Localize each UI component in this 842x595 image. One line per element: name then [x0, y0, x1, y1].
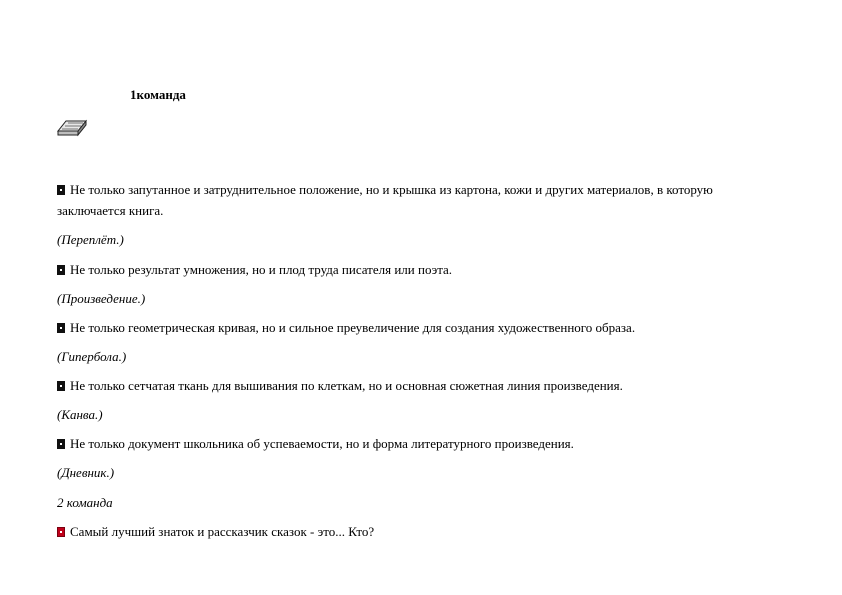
answer-text: (Гипербола.) — [57, 349, 127, 364]
team1-title: 1команда — [130, 87, 186, 102]
question-text: Не только документ школьника об успеваемости, но и форма литературного произведения. — [70, 436, 574, 451]
question-line — [57, 262, 452, 278]
bullet-icon — [57, 439, 65, 449]
question-text: Самый лучший знаток и рассказчик сказок - это... Кто? — [70, 524, 375, 539]
answer-text: (Дневник.) — [57, 465, 115, 480]
question-text: заключается книга. — [57, 203, 164, 218]
bullet-icon — [57, 323, 65, 333]
bullet-icon — [57, 185, 65, 195]
question-text: Не только результат умножения, но и плод труда писателя или поэта. — [70, 262, 453, 277]
answer-text: (Переплёт.) — [57, 232, 124, 247]
bullet-icon — [57, 381, 65, 391]
bullet-icon — [57, 527, 65, 537]
book-icon — [56, 119, 88, 137]
question-line — [57, 182, 713, 198]
question-text: Не только сетчатая ткань для вышивания по клеткам, но и основная сюжетная линия произведения. — [70, 378, 623, 393]
question-line — [57, 436, 574, 452]
question-line — [57, 378, 623, 394]
bullet-icon — [57, 265, 65, 275]
question-line-continued — [57, 203, 163, 219]
question-line — [57, 524, 374, 540]
answer-text: (Произведение.) — [57, 291, 146, 306]
answer-text: (Канва.) — [57, 407, 103, 422]
question-text: Не только запутанное и затруднительное положение, но и крышка из картона, кожи и других материалов, в которую — [70, 182, 713, 197]
question-text: Не только геометрическая кривая, но и сильное преувеличение для создания художественного образа. — [70, 320, 636, 335]
question-line — [57, 320, 635, 336]
team2-title: 2 команда — [57, 495, 113, 510]
